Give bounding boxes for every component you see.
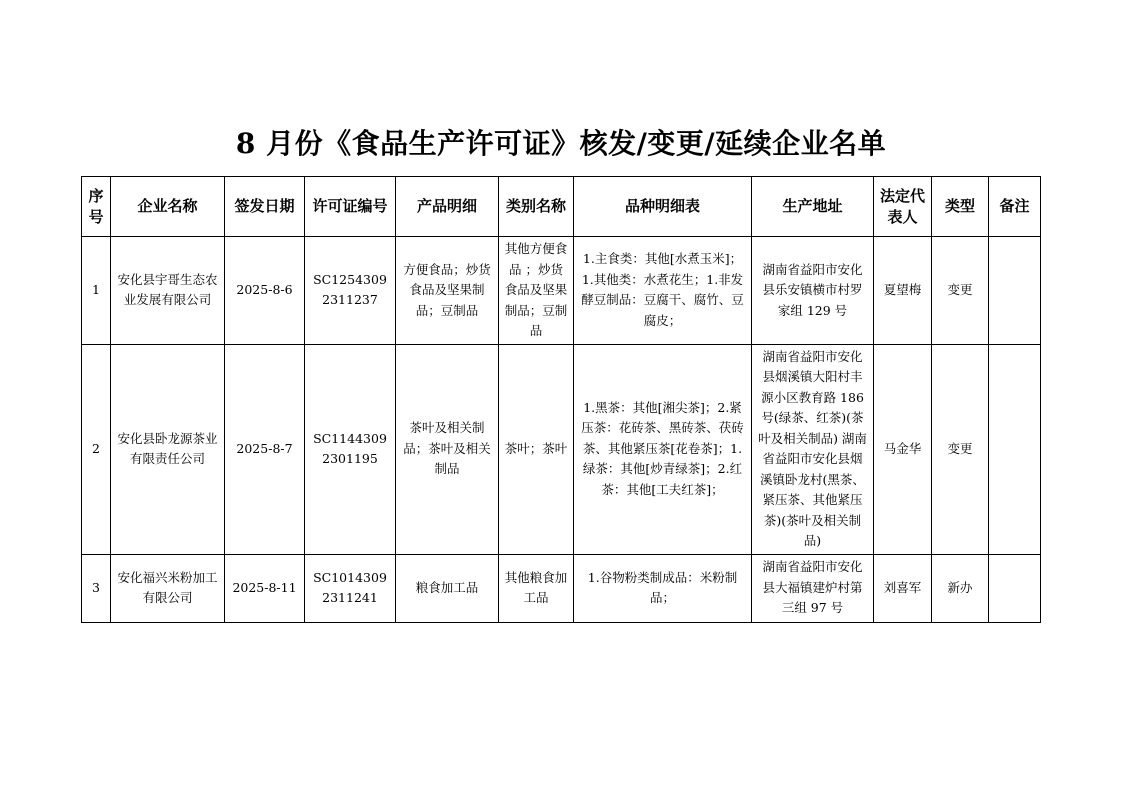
cell-seq: 3 xyxy=(82,554,111,622)
cell-license-no: SC10143092311241 xyxy=(305,554,396,622)
table-row xyxy=(82,344,1041,554)
cell-address: 湖南省益阳市安化县乐安镇横市村罗家组 129 号 xyxy=(752,237,874,345)
table-row xyxy=(82,554,1041,622)
header-legal-rep: 法定代表人 xyxy=(874,177,932,237)
cell-remark xyxy=(989,554,1041,622)
header-category: 类别名称 xyxy=(499,177,574,237)
cell-category: 其他方便食品 ；炒货食品及坚果制品；豆制品 xyxy=(499,237,574,345)
header-seq: 序号 xyxy=(82,177,111,237)
cell-seq: 2 xyxy=(82,344,111,554)
header-remark: 备注 xyxy=(989,177,1041,237)
document-title: 8 月份《食品生产许可证》核发/变更/延续企业名单 xyxy=(235,127,887,160)
cell-variety-list: 1.谷物粉类制成品：米粉制品； xyxy=(574,554,752,622)
cell-variety-list: 1.黑茶：其他[湘尖茶]；2.紧压茶：花砖茶、黑砖茶、茯砖茶、其他紧压茶[花卷茶]；1.绿茶：其他[炒青绿茶]；2.红茶：其他[工夫红茶]； xyxy=(574,344,752,554)
header-license-no: 许可证编号 xyxy=(305,177,396,237)
cell-remark xyxy=(989,237,1041,345)
cell-issue-date: 2025-8-7 xyxy=(225,344,305,554)
cell-product-detail: 茶叶及相关制品；茶叶及相关制品 xyxy=(396,344,499,554)
cell-issue-date: 2025-8-11 xyxy=(225,554,305,622)
header-product-detail: 产品明细 xyxy=(396,177,499,237)
cell-seq: 1 xyxy=(82,237,111,345)
cell-product-detail: 方便食品；炒货食品及坚果制品；豆制品 xyxy=(396,237,499,345)
cell-type: 变更 xyxy=(932,237,989,345)
cell-category: 茶叶；茶叶 xyxy=(499,344,574,554)
header-issue-date: 签发日期 xyxy=(225,177,305,237)
cell-remark xyxy=(989,344,1041,554)
header-variety-list: 品种明细表 xyxy=(574,177,752,237)
cell-variety-list: 1.主食类：其他[水煮玉米]；1.其他类：水煮花生；1.非发酵豆制品：豆腐干、腐竹、豆腐皮； xyxy=(574,237,752,345)
cell-license-no: SC11443092301195 xyxy=(305,344,396,554)
cell-legal-rep: 夏望梅 xyxy=(874,237,932,345)
cell-company: 安化县卧龙源茶业有限责任公司 xyxy=(111,344,225,554)
cell-address: 湖南省益阳市安化县烟溪镇大阳村丰源小区教育路 186 号(绿茶、红茶)(茶叶及相关制品) 湖南省益阳市安化县烟溪镇卧龙村(黑茶、紧压茶、其他紧压茶)(茶叶及相关制品) xyxy=(752,344,874,554)
cell-type: 变更 xyxy=(932,344,989,554)
cell-license-no: SC12543092311237 xyxy=(305,237,396,345)
cell-company: 安化县宇哥生态农业发展有限公司 xyxy=(111,237,225,345)
table-row xyxy=(82,237,1041,345)
cell-company: 安化福兴米粉加工有限公司 xyxy=(111,554,225,622)
cell-address: 湖南省益阳市安化县大福镇建炉村第三组 97 号 xyxy=(752,554,874,622)
cell-legal-rep: 刘喜军 xyxy=(874,554,932,622)
header-address: 生产地址 xyxy=(752,177,874,237)
cell-category: 其他粮食加工品 xyxy=(499,554,574,622)
cell-product-detail: 粮食加工品 xyxy=(396,554,499,622)
header-company: 企业名称 xyxy=(111,177,225,237)
header-row xyxy=(82,177,1041,237)
license-table xyxy=(81,176,1041,623)
cell-legal-rep: 马金华 xyxy=(874,344,932,554)
cell-type: 新办 xyxy=(932,554,989,622)
cell-issue-date: 2025-8-6 xyxy=(225,237,305,345)
header-type: 类型 xyxy=(932,177,989,237)
